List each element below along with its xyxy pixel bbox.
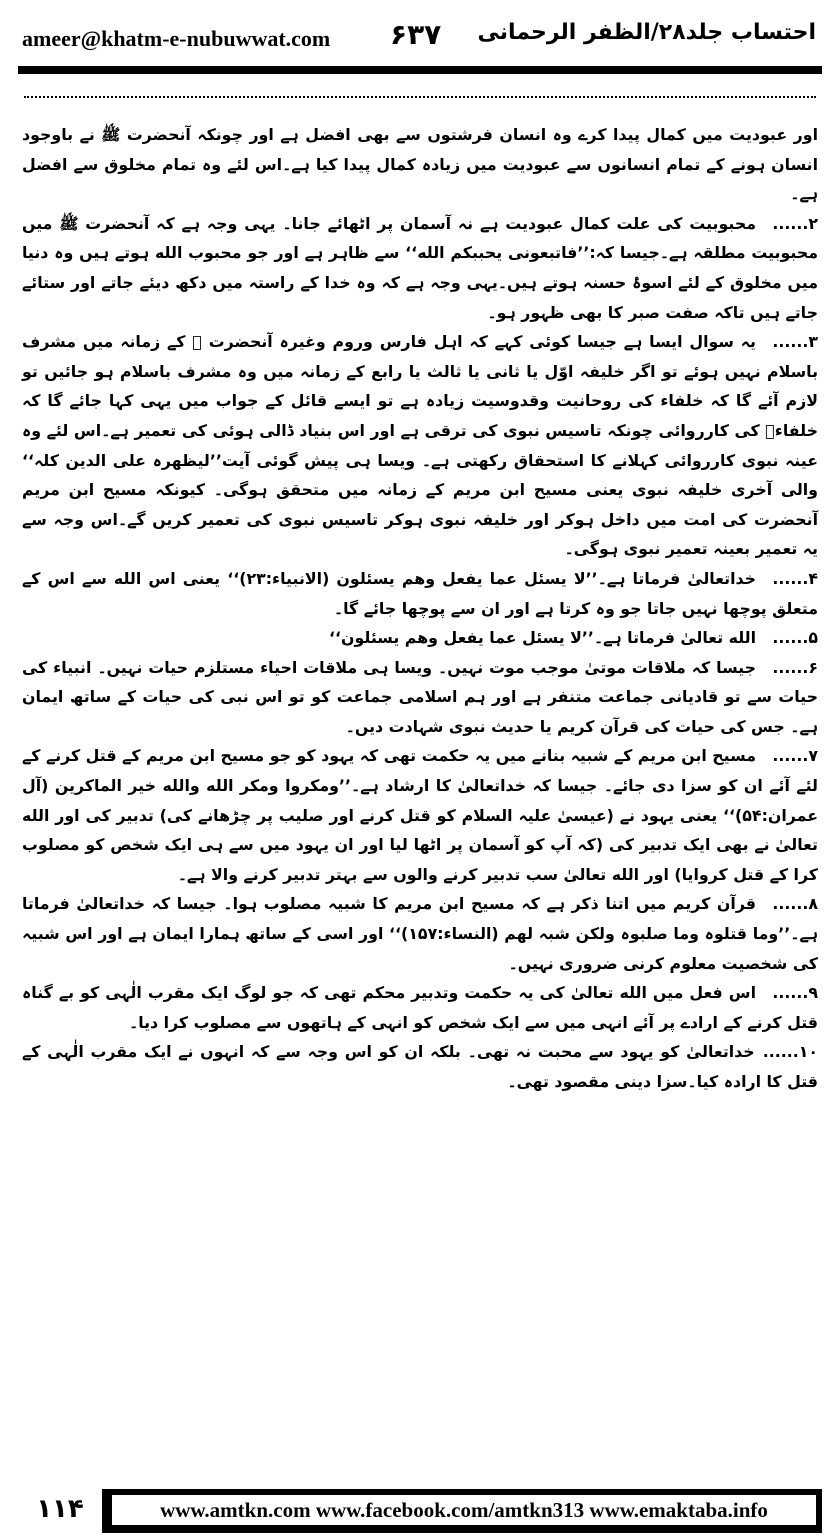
paragraph — [22, 564, 818, 623]
header-rule — [18, 66, 822, 74]
header-email[interactable]: ameer@khatm-e-nubuwwat.com — [22, 26, 331, 51]
paragraph-text: یہ سوال ایسا ہے جیسا کوئی کہے کہ اہل فارس وروم وغیرہ آنحضرت ﷺ کے زمانہ میں مشرف باسلام نہیں ہوئے تو اگر خلیفہ اوّل یا ثانی یا ثالث یا رابع کے زمانہ میں وہ مشرف باسلام ہو جائیں تو لازم آئے گا کہ خلفاء کی روحانیت وقدوسیت زیادہ ہے تو ایسے قائل کے جواب میں یہی کہا جائے گا کہ خلفاءؓ کی کارروائی چونکہ تاسیس نبوی کی ترقی ہے اور اس بنیاد ڈالی ہوئی کی تعمیر ہے۔اس لئے وہ عینہ نبوی کارروائی کہلانے کا استحقاق رکھتی ہے۔ ویسا ہی پیش گوئی آیت’’لیظھرہ علی الدین کلہ‘‘ والی آخری خلیفہ نبوی یعنی مسیح ابن مریم کے زمانہ میں متحقق ہوگی۔ کیونکہ مسیح ابن مریم آنحضرت کی امت میں داخل ہوکر اور خلیفہ نبوی ہوکر تاسیس نبوی کی تعمیر کریں گے۔اس وجہ سے یہ تعمیر بعینہ تعمیر نبوی ہوگی۔ — [22, 332, 818, 559]
paragraph-number: ۸...... — [772, 894, 818, 914]
paragraph-number: ۹...... — [772, 983, 818, 1003]
paragraph-number: ۴...... — [772, 568, 819, 588]
footer-page-number: ۱۱۴ — [18, 1489, 102, 1533]
paragraph-number: ۳...... — [772, 332, 818, 352]
paragraph-text: الله تعالیٰ فرماتا ہے۔’’لا یسئل عما یفعل وھم یسئلون‘‘ — [329, 628, 756, 648]
paragraph-number: ۵...... — [772, 628, 818, 648]
paragraph-text: اور عبودیت میں کمال پیدا کرے وہ انسان فرشتوں سے بھی افضل ہے اور چونکہ آنحضرت ﷺ نے باوجود انسان ہونے کے تمام انسانوں سے عبودیت میں زیادہ کمال پیدا کیا ہے۔اس لئے وہ تمام مخلوق سے افضل ہے۔ — [22, 125, 818, 204]
paragraph-text: اس فعل میں الله تعالیٰ کی یہ حکمت وتدبیر محکم تھی کہ جو لوگ ایک مقرب الٰہی کو بے گناہ قتل کرنے کے ارادے پر آئے انہی میں سے ایک شخص کو انہی کے ہاتھوں سے مصلوب کرا دیا۔ — [22, 983, 818, 1032]
paragraph — [22, 889, 818, 978]
dotted-divider — [24, 96, 816, 98]
body-text — [22, 120, 818, 1097]
paragraph-text: خداتعالیٰ کو یہود سے محبت نہ تھی۔ بلکہ ان کو اس وجہ سے کہ انہوں نے ایک مقرب الٰہی کے قتل کا ارادہ کیا۔سزا دینی مقصود تھی۔ — [22, 1042, 818, 1091]
paragraph — [22, 653, 818, 742]
paragraph-number: ۷...... — [772, 746, 818, 766]
paragraph — [22, 120, 818, 209]
paragraph-text: قرآن کریم میں اتنا ذکر ہے کہ مسیح ابن مریم کا شبیہ مصلوب ہوا۔ جیسا کہ خداتعالیٰ فرماتا ہے۔’’وما قتلوہ وما صلبوہ ولکن شبہ لھم (النساء:۱۵۷)‘‘ اور اسی کے ساتھ ہمارا ایمان ہے اور اس شبیہ کی شخصیت معلوم کرنی ضروری نہیں۔ — [22, 894, 818, 973]
paragraph-text: مسیح ابن مریم کے شبیہ بنانے میں یہ حکمت تھی کہ یہود کو جو مسیح ابن مریم کے قتل کرنے کے لئے آئے ان کو سزا دی جائے۔ جیسا کہ خداتعالیٰ کا ارشاد ہے۔’’ومکروا ومکر الله والله خیر الماکرین (آل عمران:۵۴)‘‘ یعنی یہود نے (عیسیٰ علیہ السلام کو قتل کرنے اور صلیب پر چڑھانے کی) تدبیر کی اور الله تعالیٰ نے بھی ایک تدبیر کی (کہ آپ کو آسمان پر اٹھا لیا اور ان یہود میں سے ہی ایک شخص کو مصلوب کرا کے قتل کروایا) اور الله تعالیٰ سب تدبیر کرنے والوں سے بہتر تدبیر کرنے والا ہے۔ — [22, 746, 818, 884]
paragraph-number: ۶...... — [772, 657, 818, 677]
paragraph-number: ۲...... — [772, 213, 818, 233]
page-header — [18, 8, 822, 60]
paragraph — [22, 327, 818, 564]
paragraph-text: جیسا کہ ملاقات موتیٰ موجب موت نہیں۔ ویسا ہی ملاقات احیاء مستلزم حیات نہیں۔ انبیاء کی حیات سے تو قادیانی جماعت متنفر ہے اور ہم اسلامی جماعت کو تو اس نبی کی حیات کے ساتھ ایمان ہے۔ جس کی حیات کی قرآن کریم یا حدیث نبوی شہادت دیں۔ — [22, 657, 818, 736]
paragraph — [22, 978, 818, 1037]
paragraph-number: ۱۰...... — [762, 1042, 818, 1062]
paragraph — [22, 1037, 818, 1096]
paragraph — [22, 741, 818, 889]
header-page-number: ۶۳۷ — [390, 18, 442, 51]
footer-links[interactable]: www.amtkn.com www.facebook.com/amtkn313 www.emaktaba.info — [112, 1495, 816, 1525]
paragraph — [22, 209, 818, 327]
header-book-title: احتساب جلد۲۸/الظفر الرحمانی — [477, 20, 816, 45]
paragraph-text: محبوبیت کی علت کمال عبودیت ہے نہ آسمان پر اٹھائے جانا۔ یہی وجہ ہے کہ آنحضرت ﷺ میں محبوبیت مطلقہ ہے۔جیسا کہ:’’فاتبعونی یحببکم الله‘‘ سے ظاہر ہے اور جو محبوب الله ہوتے ہیں وہ دنیا میں مخلوق کے لئے اسوۂ حسنہ ہوتے ہیں۔یہی وجہ ہے کہ وہ خدا کے راستہ میں دکھ دیئے جاتے اور ستائے جاتے ہیں تاکہ صفت صبر کا بھی ظہور ہو۔ — [22, 213, 818, 322]
paragraph — [22, 623, 818, 653]
paragraph-text: خداتعالیٰ فرماتا ہے۔’’لا یسئل عما یفعل وھم یسئلون (الانبیاء:۲۳)‘‘ یعنی اس الله سے اس کے متعلق پوچھا نہیں جاتا جو وہ کرتا ہے اور ان سے پوچھا جائے گا۔ — [22, 568, 818, 618]
